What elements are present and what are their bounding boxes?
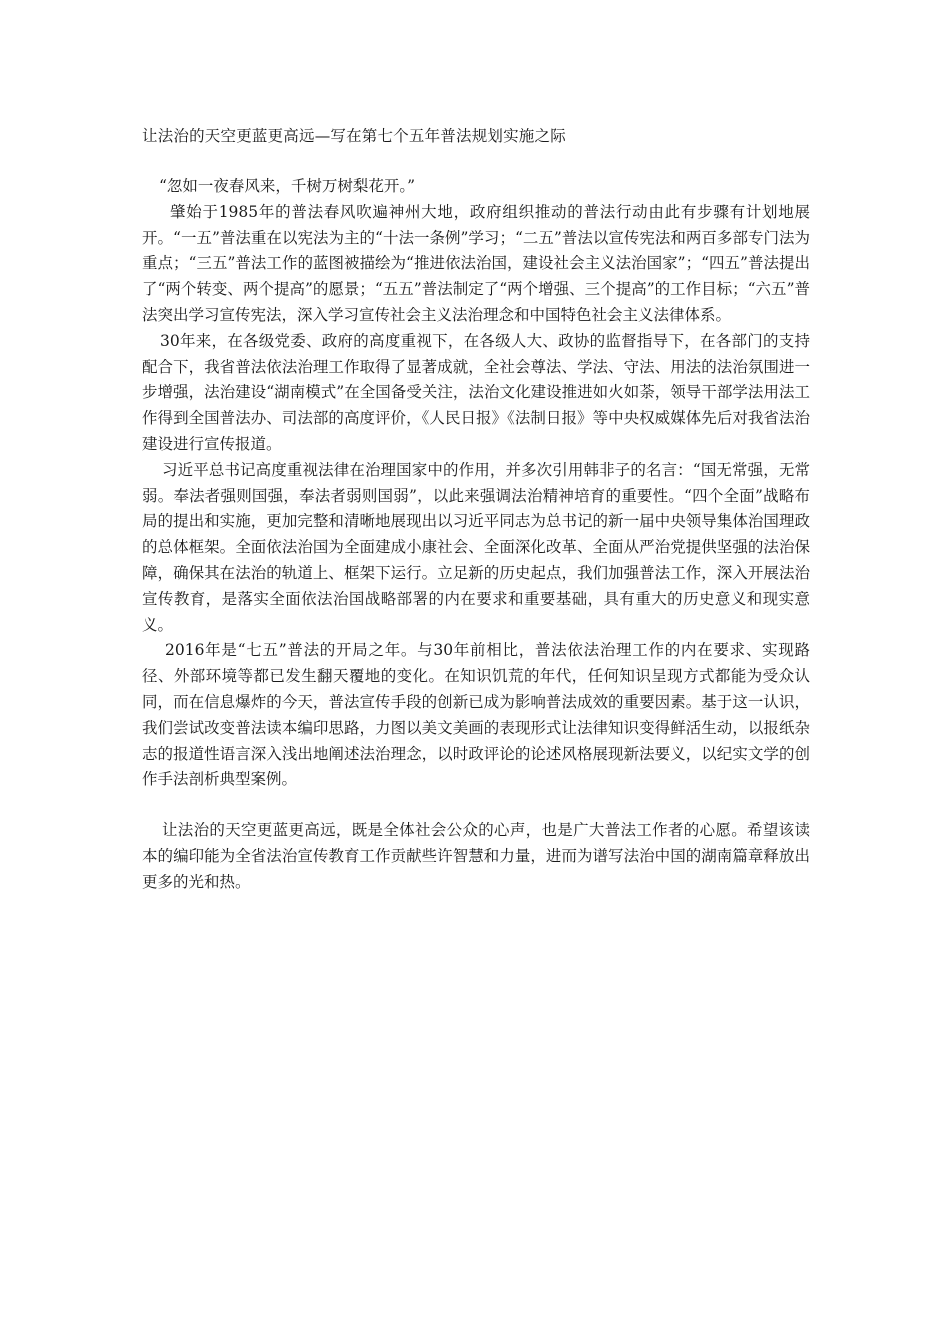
paragraph-history: 肇始于1985年的普法春风吹遍神州大地，政府组织推动的普法行动由此有步骤有计划地展开。“一五”普法重在以宪法为主的“十法一条例”学习；“二五”普法以宣传宪法和两百多部专门法为重点；“三五”普法工作的蓝图被描绘为“推进依法治国，建设社会主义法治国家”；“四五”普法提出了“两个转变、两个提高”的愿景；“五五”普法制定了“两个增强、三个提高”的工作目标；“六五”普法突出学习宣传宪法，深入学习宣传社会主义法治理念和中国特色社会主义法律体系。 xyxy=(142,202,810,324)
document-title: 让法治的天空更蓝更高远—写在第七个五年普法规划实施之际 xyxy=(142,127,566,145)
document-page xyxy=(142,124,810,896)
paragraph-achievements: 30年来，在各级党委、政府的高度重视下，在各级人大、政协的监督指导下，在各部门的支持配合下，我省普法依法治理工作取得了显著成就，全社会尊法、学法、守法、用法的法治氛围进一步增强，法治建设“湖南模式”在全国备受关注，法治文化建设推进如火如荼，领导干部学法用法工作得到全国普法办、司法部的高度评价，《人民日报》《法制日报》等中央权威媒体先后对我省法治建设进行宣传报道。 xyxy=(142,331,810,453)
paragraph-closing: 让法治的天空更蓝更高远，既是全体社会公众的心声，也是广大普法工作者的心愿。希望该读本的编印能为全省法治宣传教育工作贡献些许智慧和力量，进而为谱写法治中国的湖南篇章释放出更多的光和热。 xyxy=(142,821,810,891)
paragraph-seventh-plan: 2016年是“七五”普法的开局之年。与30年前相比，普法依法治理工作的内在要求、实现路径、外部环境等都已发生翻天覆地的变化。在知识饥荒的年代，任何知识呈现方式都能为受众认同，而在信息爆炸的今天，普法宣传手段的创新已成为影响普法成效的重要因素。基于这一认识，我们尝试改变普法读本编印思路，力图以美文美画的表现形式让法律知识变得鲜活生动，以报纸杂志的报道性语言深入浅出地阐述法治理念，以时政评论的论述风格展现新法要义，以纪实文学的创作手法剖析典型案例。 xyxy=(142,641,810,789)
paragraph-rule-of-law: 习近平总书记高度重视法律在治理国家中的作用，并多次引用韩非子的名言：“国无常强，无常弱。奉法者强则国强，奉法者弱则国弱”，以此来强调法治精神培育的重要性。“四个全面”战略布局的提出和实施，更加完整和清晰地展现出以习近平同志为总书记的新一届中央领导集体治国理政的总体框架。全面依法治国为全面建成小康社会、全面深化改革、全面从严治党提供坚强的法治保障，确保其在法治的轨道上、框架下运行。立足新的历史起点，我们加强普法工作，深入开展法治宣传教育，是落实全面依法治国战略部署的内在要求和重要基础，具有重大的历史意义和现实意义。 xyxy=(142,460,810,634)
paragraph-spacer xyxy=(142,793,810,818)
opening-quote: “忽如一夜春风来，千树万树梨花开。” xyxy=(159,177,416,195)
